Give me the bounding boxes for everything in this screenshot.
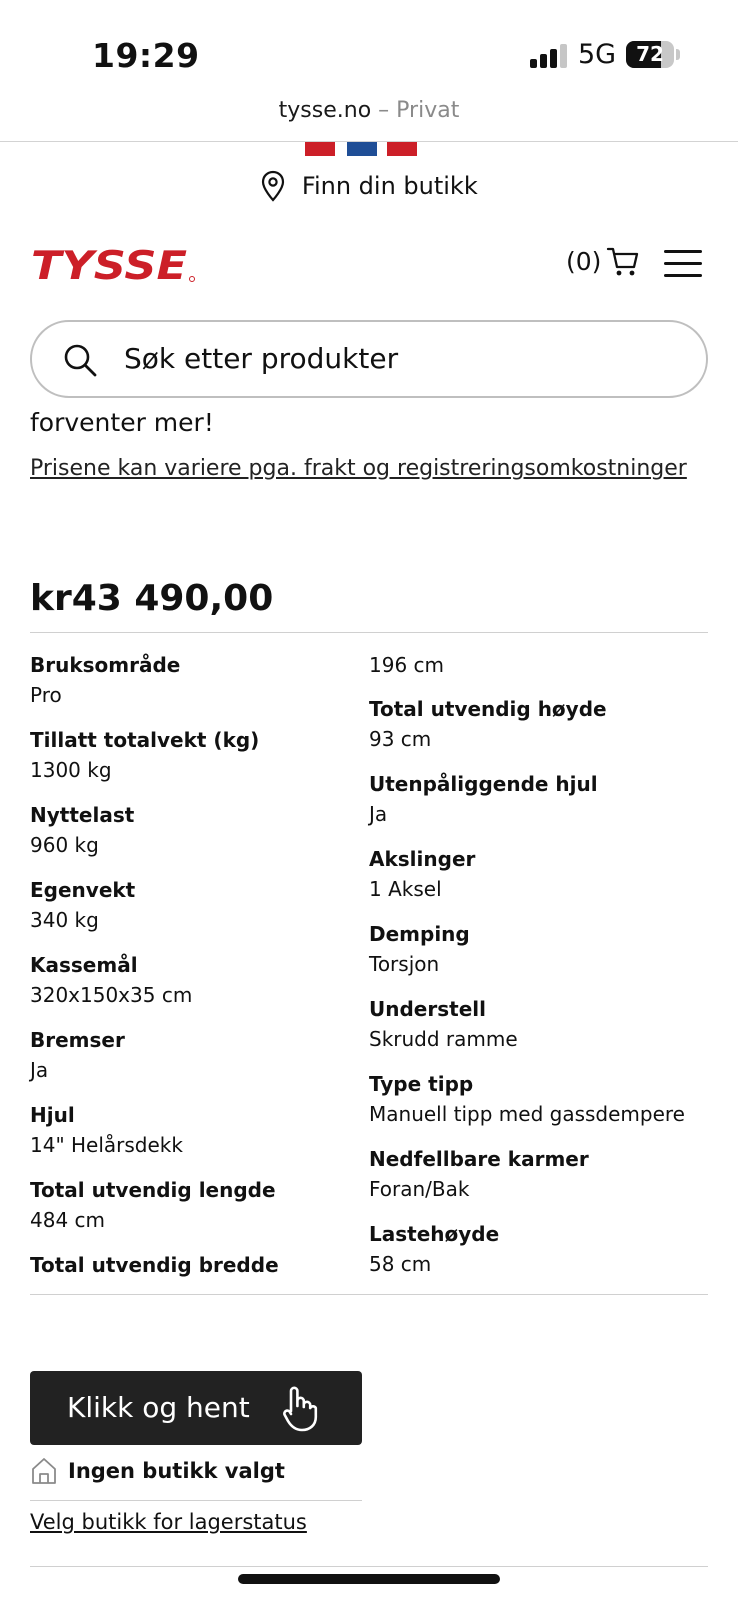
spec-item: [30, 1250, 360, 1325]
spec-item: [369, 844, 709, 919]
hamburger-menu-icon[interactable]: [664, 250, 702, 278]
spec-item: [369, 1069, 709, 1144]
spec-item: [369, 919, 709, 994]
spec-value: 196 cm: [369, 653, 445, 677]
spec-label: Nyttelast: [30, 803, 135, 827]
spec-label: Total utvendig høyde: [369, 697, 607, 721]
hand-pointer-icon: [282, 1385, 318, 1433]
logo-wordmark: TYSSE: [31, 248, 188, 284]
spec-column-right: [369, 650, 709, 1294]
cellular-signal-icon: [530, 44, 568, 68]
house-icon: [30, 1456, 58, 1486]
spec-value: Foran/Bak: [369, 1177, 470, 1201]
spec-label: Lastehøyde: [369, 1222, 500, 1246]
spec-item: [30, 1025, 360, 1100]
spec-item: [369, 769, 709, 844]
find-store-label: Finn din butikk: [301, 172, 478, 200]
spec-value: 340 kg: [30, 908, 99, 932]
spec-value: Ja: [30, 1058, 49, 1082]
spec-item: [369, 694, 709, 769]
spec-item: [30, 650, 360, 725]
spec-label: Hjul: [30, 1103, 75, 1127]
spec-item: [30, 800, 360, 875]
browsing-mode: Privat: [396, 98, 460, 123]
spec-item: [369, 1219, 709, 1294]
search-icon: [62, 342, 98, 378]
flag-blue: [347, 142, 377, 156]
spec-label: Total utvendig lengde: [30, 1178, 276, 1202]
search-input[interactable]: [124, 342, 684, 375]
spec-value: 1300 kg: [30, 758, 112, 782]
spec-item: [30, 950, 360, 1025]
flag-red-2: [387, 142, 417, 156]
choose-store-link[interactable]: Velg butikk for lagerstatus: [30, 1510, 307, 1534]
tysse-logo[interactable]: [30, 248, 196, 288]
spec-value: 93 cm: [369, 727, 432, 751]
battery-cap: [676, 49, 680, 60]
spec-item: [30, 1100, 360, 1175]
find-store-link[interactable]: [0, 170, 738, 202]
spec-label: Demping: [369, 922, 470, 946]
click-and-collect-button[interactable]: [30, 1371, 362, 1445]
spec-value: Ja: [369, 802, 388, 826]
spec-item: [30, 1175, 360, 1250]
spec-value: 14" Helårsdekk: [30, 1133, 183, 1157]
network-type: 5G: [578, 39, 617, 70]
battery-level: 72: [636, 42, 664, 66]
flag-red-1: [305, 142, 335, 156]
url-bar[interactable]: [0, 98, 738, 142]
spec-value: 484 cm: [30, 1208, 106, 1232]
spec-value: 58 cm: [369, 1252, 432, 1276]
divider: [30, 632, 708, 633]
divider: [30, 1566, 708, 1567]
spec-item: [30, 875, 360, 950]
status-bar: [0, 0, 738, 100]
location-pin-icon: [260, 170, 286, 202]
spec-value: 320x150x35 cm: [30, 983, 193, 1007]
spec-label: Bremser: [30, 1028, 125, 1052]
battery-icon: [626, 41, 674, 68]
spec-label: Egenvekt: [30, 878, 136, 902]
home-indicator: [238, 1574, 500, 1584]
spec-label: Bruksområde: [30, 653, 181, 677]
url-domain: tysse.no: [278, 98, 372, 123]
spec-label: Akslinger: [369, 847, 476, 871]
spec-value: Pro: [30, 683, 62, 707]
spec-label: Tillatt totalvekt (kg): [30, 728, 260, 752]
click-and-collect-label: Klikk og hent: [67, 1391, 250, 1424]
spec-column-left: [30, 650, 360, 1325]
spec-label: Total utvendig bredde: [30, 1253, 279, 1277]
spec-label: Kassemål: [30, 953, 138, 977]
divider: [30, 1294, 708, 1295]
cart-count[interactable]: (0): [566, 247, 602, 276]
spec-item: [369, 994, 709, 1069]
spec-value: Manuell tipp med gassdempere: [369, 1102, 685, 1126]
spec-item: [30, 725, 360, 800]
store-status-text: Ingen butikk valgt: [68, 1459, 285, 1483]
search-box[interactable]: [30, 320, 708, 398]
price-note-link[interactable]: Prisene kan variere pga. frakt og registreringsomkostninger: [30, 456, 687, 481]
tagline: forventer mer!: [30, 408, 214, 437]
spec-label: Understell: [369, 997, 486, 1021]
spec-label: Nedfellbare karmer: [369, 1147, 589, 1171]
url-separator: –: [378, 98, 390, 123]
spec-value: 1 Aksel: [369, 877, 442, 901]
spec-value: 960 kg: [30, 833, 99, 857]
spec-label: Type tipp: [369, 1072, 474, 1096]
product-price: kr43 490,00: [30, 578, 274, 619]
status-time: 19:29: [92, 36, 200, 75]
cart-icon[interactable]: [606, 246, 640, 278]
spec-value: Torsjon: [369, 952, 440, 976]
spec-label: Utenpåliggende hjul: [369, 772, 598, 796]
divider: [30, 1500, 362, 1501]
spec-item: [369, 1144, 709, 1219]
spec-value: Skrudd ramme: [369, 1027, 518, 1051]
